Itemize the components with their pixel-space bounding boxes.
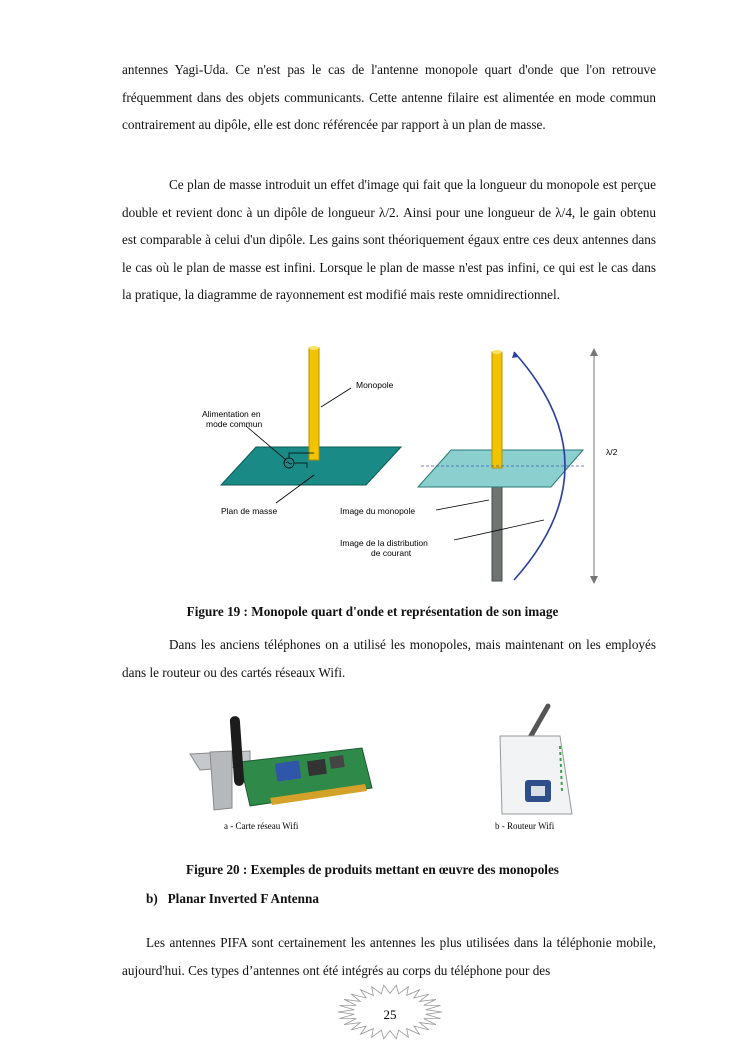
label-monopole: Monopole [356, 380, 394, 390]
page-number-starburst [336, 984, 444, 1040]
paragraph-2: Ce plan de masse introduit un effet d'image qui fait que la longueur du monopole est perçue double et revient donc à un dipôle de longueur λ/2. Ainsi pour une longueur de λ/4, le gain obtenu est comparable à celui d'un dipôle. Les gains sont théoriquement égaux entre ces deux antennes dans le cas où le plan de masse est infini. Lorsque le plan de masse n'est pas infini, ce qui est le cas dans la pratique, la diagramme de rayonnement est modifié mais reste omnidirectionnel. [122, 177, 656, 302]
paragraph-3: Dans les anciens téléphones on a utilisé les monopoles, mais maintenant on les employés dans le routeur ou des cartés réseaux Wifi. [122, 637, 656, 680]
label-alimentation-line1: Alimentation en [202, 409, 261, 419]
label-image-distribution-line1: Image de la distribution [340, 538, 428, 548]
figure-20-caption: Figure 20 : Exemples de produits mettant en œuvre des monopoles [186, 862, 559, 877]
label-plan-de-masse: Plan de masse [221, 506, 278, 516]
page-number: 25 [383, 1007, 397, 1022]
figure-19-diagram [196, 340, 626, 590]
section-title: Planar Inverted F Antenna [167, 891, 319, 906]
section-marker: b) [146, 891, 158, 906]
right-monopole [492, 352, 502, 468]
figure-19-caption: Figure 19 : Monopole quart d'onde et représentation de son image [186, 604, 559, 619]
label-carte-reseau: a - Carte réseau Wifi [224, 821, 299, 831]
paragraph-4: Les antennes PIFA sont certainement les antennes les plus utilisées dans la téléphonie mobile, aujourd'hui. Ces types d’antennes ont été intégrés au corps du téléphone pour des [122, 935, 656, 978]
label-routeur: b - Routeur Wifi [495, 821, 555, 831]
label-image-monopole: Image du monopole [340, 506, 416, 516]
label-lambda-half: λ/2 [606, 447, 618, 457]
wifi-network-card-image [190, 716, 372, 810]
section-heading-b [146, 891, 319, 907]
label-image-distribution-line2: de courant [371, 548, 412, 558]
label-alimentation-line2: mode commun [206, 419, 263, 429]
figure-20-products [180, 696, 600, 838]
left-monopole [309, 348, 319, 460]
wifi-router-image [500, 706, 572, 814]
paragraph-1: antennes Yagi-Uda. Ce n'est pas le cas de l'antenne monopole quart d'onde que l'on retrouve fréquemment dans des objets communicants. Cette antenne filaire est alimentée en mode commun contrairement au dipôle, elle est donc référencée par rapport à un plan de masse. [122, 62, 656, 132]
